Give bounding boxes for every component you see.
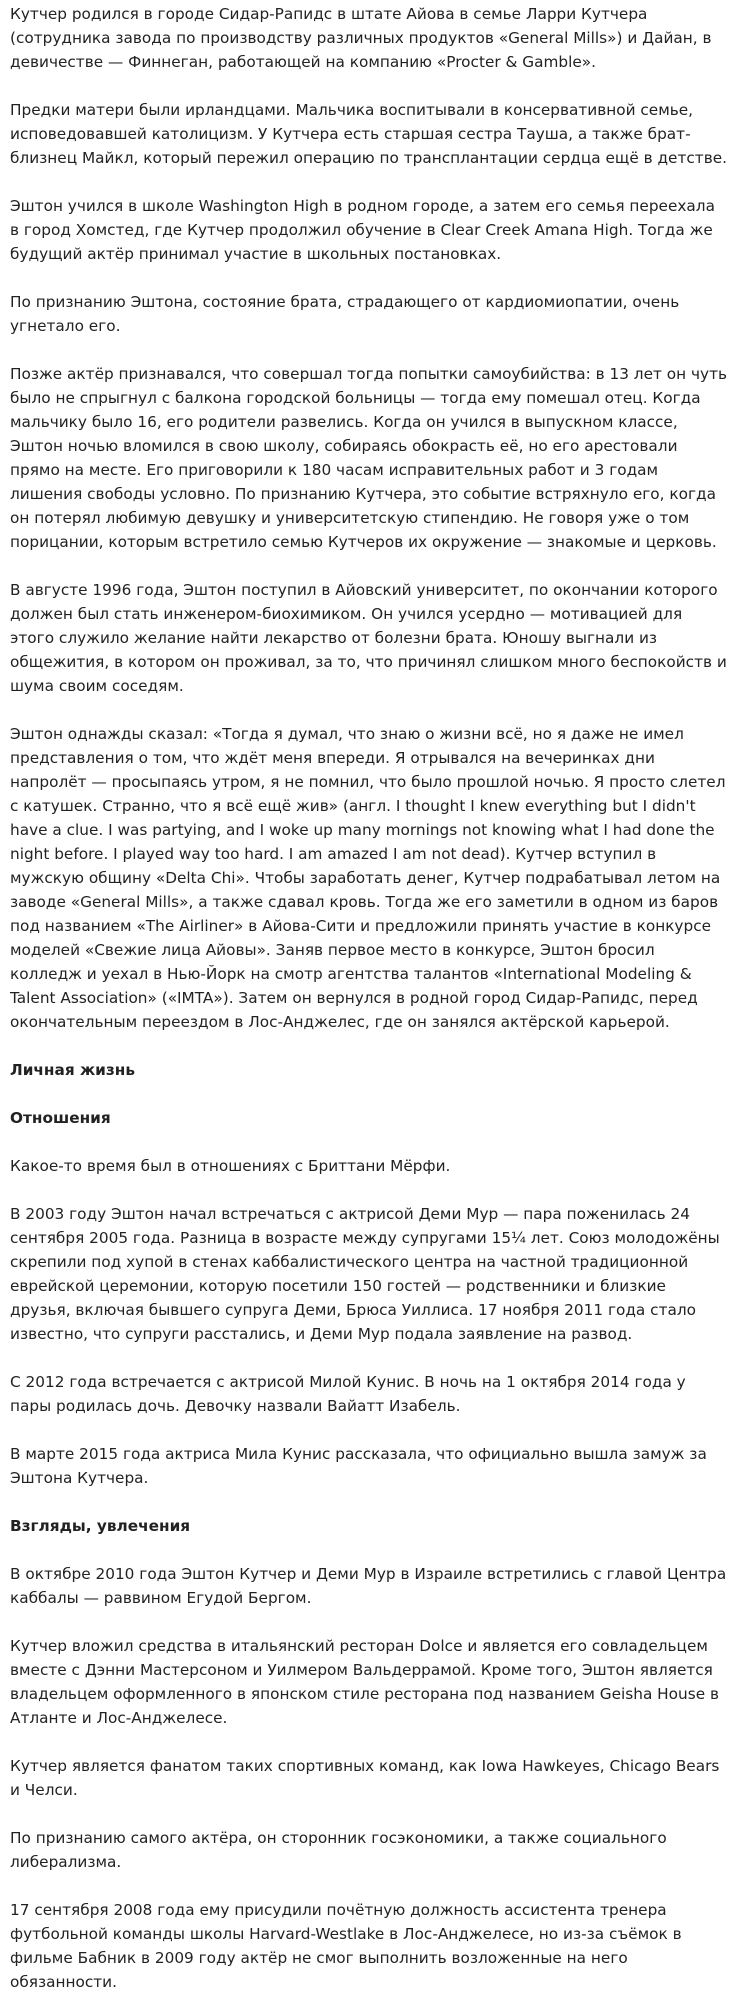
heading-views-hobbies: Взгляды, увлечения [10,1517,191,1535]
paragraph-coach: 17 сентября 2008 года ему присудили почётную должность ассистента тренера футбольной команды школы Harvard-Westlake в Лос-Анджелесе, но из-за съёмок в фильме Бабник в 2009 году актёр не смог выполнить возложенные на него обязанности. [10,1901,682,1991]
paragraph-school: Эштон учился в школе Washington High в родном городе, а затем его семья переехала в город Хомстед, где Кутчер продолжил обучение в Clear Creek Amana High. Тогда же будущий актёр принимал участие в школьных постановках. [10,197,715,263]
paragraph-family: Предки матери были ирландцами. Мальчика воспитывали в консервативной семье, исповедовавшей католицизм. У Кутчера есть старшая сестра Тауша, а также брат-близнец Майкл, который пережил операцию по трансплантации сердца ещё в детстве. [10,101,727,167]
paragraph-sports: Кутчер является фанатом таких спортивных команд, как Iowa Hawkeyes, Chicago Bears и Челси. [10,1757,720,1799]
paragraph-marriage: В марте 2015 года актриса Мила Кунис рассказала, что официально вышла замуж за Эштона Кутчера. [10,1445,707,1487]
heading-relationships: Отношения [10,1109,111,1127]
article-body [0,2,738,1994]
paragraph-demi-moore: В 2003 году Эштон начал встречаться с актрисой Деми Мур — пара поженилась 24 сентября 2005 года. Разница в возрасте между супругами 15¼ лет. Союз молодожёны скрепили под хупой в стенах каббалистического центра на частной традиционной еврейской церемонии, которую посетили 150 гостей — родственники и близкие друзья, включая бывшего супруга Деми, Брюса Уиллиса. 17 ноября 2011 года стало известно, что супруги расстались, и Деми Мур подала заявление на развод. [10,1205,720,1343]
heading-personal-life: Личная жизнь [10,1061,136,1079]
paragraph-youth: Позже актёр признавался, что совершал тогда попытки самоубийства: в 13 лет он чуть было не спрыгнул с балкона городской больницы — тогда ему помешал отец. Когда мальчику было 16, его родители развелись. Когда он учился в выпускном классе, Эштон ночью вломился в свою школу, собираясь обокрасть её, но его арестовали прямо на месте. Его приговорили к 180 часам исправительных работ и 3 годам лишения свободы условно. По признанию Кутчера, это событие встряхнуло его, когда он потерял любимую девушку и университетскую стипендию. Не говоря уже о том порицании, которым встретило семью Кутчеров их окружение — знакомые и церковь. [10,365,728,551]
paragraph-birth: Кутчер родился в городе Сидар-Рапидс в штате Айова в семье Ларри Кутчера (сотрудника завода по производству различных продуктов «General Mills») и Дайан, в девичестве — Финнеган, работающей на компанию «Procter & Gamble». [10,5,712,71]
paragraph-quote: Эштон однажды сказал: «Тогда я думал, что знаю о жизни всё, но я даже не имел представления о том, что ждёт меня впереди. Я отрывался на вечеринках дни напролёт — просыпаясь утром, я не помнил, что было прошлой ночью. Я просто слетел с катушек. Странно, что я всё ещё жив» (англ. I thought I knew everything but I didn't have a clue. I was partying, and I woke up many mornings not knowing what I had done the night before. I played way too hard. I am amazed I am not dead). Кутчер вступил в мужскую общину «Delta Chi». Чтобы заработать денег, Кутчер подрабатывал летом на заводе «General Mills», а также сдавал кровь. Тогда же его заметили в одном из баров под названием «The Airliner» в Айова-Сити и предложили принять участие в конкурсе моделей «Свежие лица Айовы». Заняв первое место в конкурсе, Эштон бросил колледж и уехал в Нью-Йорк на смотр агентства талантов «International Modeling & Talent Association» («IMTA»). Затем он вернулся в родной город Сидар-Рапидс, перед окончательным переездом в Лос-Анджелес, где он занялся актёрской карьерой. [10,725,726,1031]
paragraph-restaurants: Кутчер вложил средства в итальянский ресторан Dolce и является его совладельцем вместе с Дэнни Мастерсоном и Уилмером Вальдеррамой. Кроме того, Эштон является владельцем оформленного в японском стиле ресторана под названием Geisha House в Атланте и Лос-Анджелесе. [10,1637,719,1727]
paragraph-mila-kunis: С 2012 года встречается с актрисой Милой Кунис. В ночь на 1 октября 2014 года у пары родилась дочь. Девочку назвали Вайатт Изабель. [10,1373,686,1415]
paragraph-murphy: Какое-то время был в отношениях с Бриттани Мёрфи. [10,1157,451,1175]
paragraph-university: В августе 1996 года, Эштон поступил в Айовский университет, по окончании которого должен был стать инженером-биохимиком. Он учился усердно — мотивацией для этого служило желание найти лекарство от болезни брата. Юношу выгнали из общежития, в котором он проживал, за то, что причинял слишком много беспокойств и шума своим соседям. [10,581,727,695]
paragraph-kabbalah: В октябре 2010 года Эштон Кутчер и Деми Мур в Израиле встретились с главой Центра каббалы — раввином Егудой Бергом. [10,1565,727,1607]
paragraph-politics: По признанию самого актёра, он сторонник госэкономики, а также социального либерализма. [10,1829,667,1871]
paragraph-brother: По признанию Эштона, состояние брата, страдающего от кардиомиопатии, очень угнетало его. [10,293,680,335]
